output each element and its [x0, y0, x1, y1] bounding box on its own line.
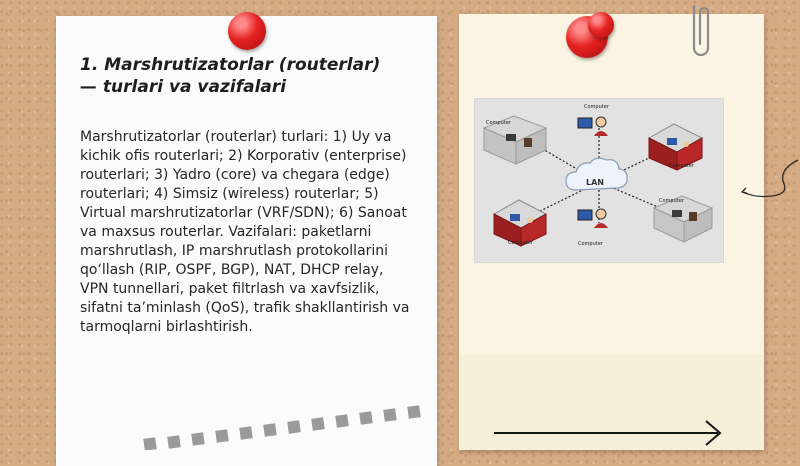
slide-title: 1. Marshrutizatorlar (routerlar) — turlari va vazifalari [80, 55, 381, 97]
slide-body: Marshrutizatorlar (routerlar) turlari: 1) Uy va kichik ofis routerlari; 2) Korporativ (enterprise) routerlari; 3) Yadro (core) va chegara (edge) routerlari; 4) Simsiz (wireless) routerlar; 5) Virtual marshrutizatorlar (VRF/SDN); 6) Sanoat va maxsus routerlar. Vazifalari: paketlarni marshrutlash, IP marshrutlash protokollarini qo‘llash (RIP, OSPF, BGP), NAT, DHCP relay, VPN tunnellari, paket filtrlash va xavfsizlik, sifatni ta’minlash (QoS), trafik shakllantirish va tarmoqlarni birlashtirish. [80, 129, 410, 335]
node-label-5: Computer [508, 240, 533, 246]
squiggle-arrow-icon [740, 150, 800, 210]
paper-clip-icon [686, 0, 716, 62]
node-label-6: Computer [578, 241, 603, 247]
tape-dashes [140, 400, 440, 450]
lan-network-diagram [474, 98, 724, 263]
arrow-right-icon [494, 418, 726, 448]
left-note [56, 16, 437, 466]
node-label-1: Computer [486, 120, 511, 126]
node-label-3: Computer [669, 163, 694, 169]
node-label-4: Computer [659, 198, 684, 204]
push-pin-icon [228, 12, 266, 50]
push-pin-icon [588, 12, 614, 38]
lan-label: LAN [586, 178, 604, 187]
node-label-2: Computer [584, 104, 609, 110]
